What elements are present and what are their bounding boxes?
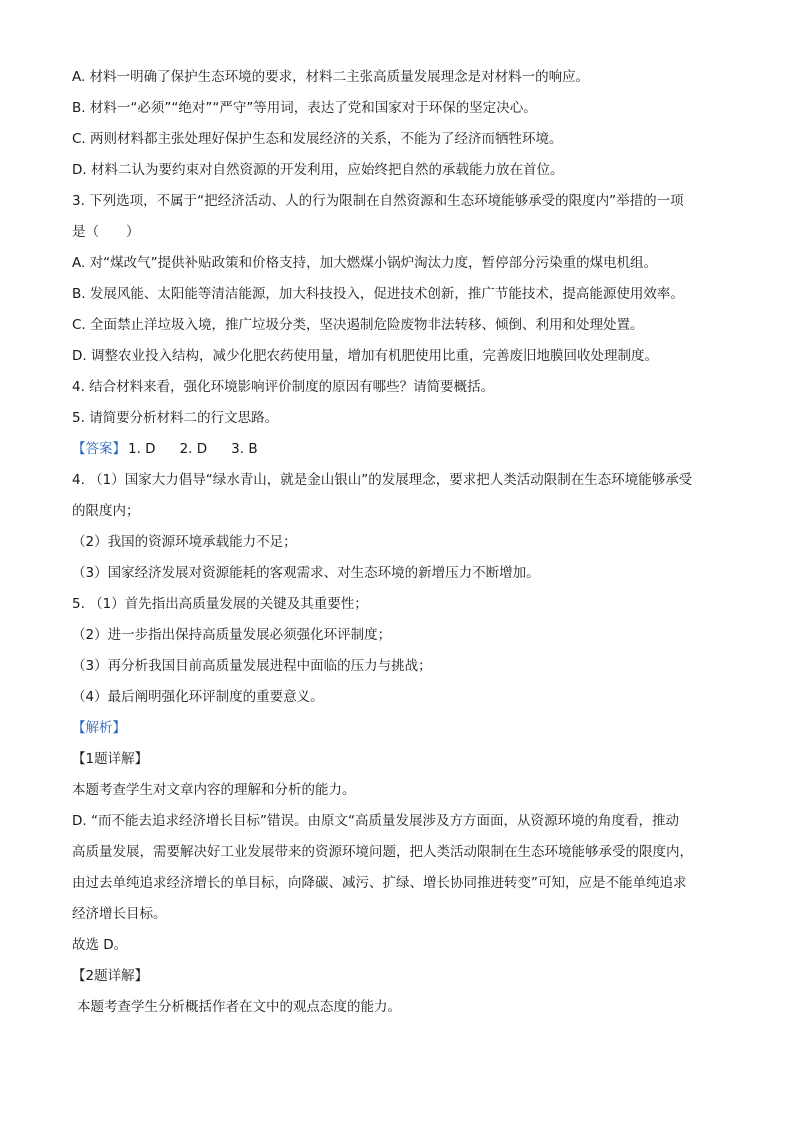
analysis-label: 【解析】 [72,720,126,736]
answer-4-line-2: 的限度内； [72,503,140,519]
q1-detail-line-5: 经济增长目标。 [72,906,167,922]
answer-5-point-4: （4）最后阐明强化环评制度的重要意义。 [72,689,324,705]
q3-option-c: C. 全面禁止洋垃圾入境，推广垃圾分类，坚决遏制危险废物非法转移、倾倒、利用和处理处置。 [72,317,644,333]
answer-5-point-3: （3）再分析我国目前高质量发展进程中面临的压力与挑战； [72,658,432,674]
q3-option-d: D. 调整农业投入结构，减少化肥农药使用量，增加有机肥使用比重，完善废旧地膜回收处理制度。 [72,348,658,364]
answer-row [72,434,732,465]
answer-5-point-2: （2）进一步指出保持高质量发展必须强化环评制度； [72,627,392,643]
question-3-text: 3. 下列选项，不属于“把经济活动、人的行为限制在自然资源和生态环境能够承受的限度内”举措的一项 [72,193,684,209]
document-page [72,62,732,1023]
answer-4-line-1: 4. （1）国家大力倡导“绿水青山，就是金山银山”的发展理念，要求把人类活动限制在生态环境能够承受 [72,472,693,488]
answer-4-point-2: （2）我国的资源环境承载能力不足； [72,534,297,550]
q3-option-b: B. 发展风能、太阳能等清洁能源，加大科技投入，促进技术创新，推广节能技术，提高能源使用效率。 [72,286,684,302]
answer-5-point-1: 5. （1）首先指出高质量发展的关键及其重要性； [72,596,368,612]
option-c-text: C. 两则材料都主张处理好保护生态和发展经济的关系，不能为了经济而牺牲环境。 [72,131,563,147]
question-4-text: 4. 结合材料来看，强化环境影响评价制度的原因有哪些？请简要概括。 [72,379,495,395]
q1-detail-line-1: 本题考查学生对文章内容的理解和分析的能力。 [72,782,356,798]
question-3-continued: 是（ ） [72,224,140,240]
option-a-text: A. 材料一明确了保护生态环境的要求，材料二主张高质量发展理念是对材料一的响应。 [72,69,590,85]
q2-detail-label: 【2题详解】 [72,968,149,984]
q3-option-a: A. 对“煤改气”提供补贴政策和价格支持，加大燃煤小锅炉淘汰力度，暂停部分污染重的煤电机组。 [72,255,658,271]
q2-detail-line-1: 本题考查学生分析概括作者在文中的观点态度的能力。 [77,999,401,1015]
answer-item: 1. D [128,441,156,457]
q1-detail-line-2: D. “而不能去追求经济增长目标”错误。由原文“高质量发展涉及方方面面，从资源环境的角度看，推动 [72,813,679,829]
option-b-text: B. 材料一“必须”“绝对”“严守”等用词，表达了党和国家对于环保的坚定决心。 [72,100,537,116]
q1-detail-line-4: 由过去单纯追求经济增长的单目标，向降碳、减污、扩绿、增长协同推进转变”可知，应是不能单纯追求 [72,875,687,891]
answer-item: 3. B [231,441,258,457]
question-5-text: 5. 请简要分析材料二的行文思路。 [72,410,279,426]
q1-detail-label: 【1题详解】 [72,751,149,767]
answer-item: 2. D [179,441,208,457]
option-d-text: D. 材料二认为要约束对自然资源的开发利用，应始终把自然的承载能力放在首位。 [72,162,564,178]
q1-detail-line-3: 高质量发展，需要解决好工业发展带来的资源环境问题，把人类活动限制在生态环境能够承受的限度内， [72,844,693,860]
q1-detail-conclusion: 故选 D。 [72,937,128,953]
answer-4-point-3: （3）国家经济发展对资源能耗的客观需求、对生态环境的新增压力不断增加。 [72,565,540,581]
answer-label: 【答案】 [72,441,126,457]
